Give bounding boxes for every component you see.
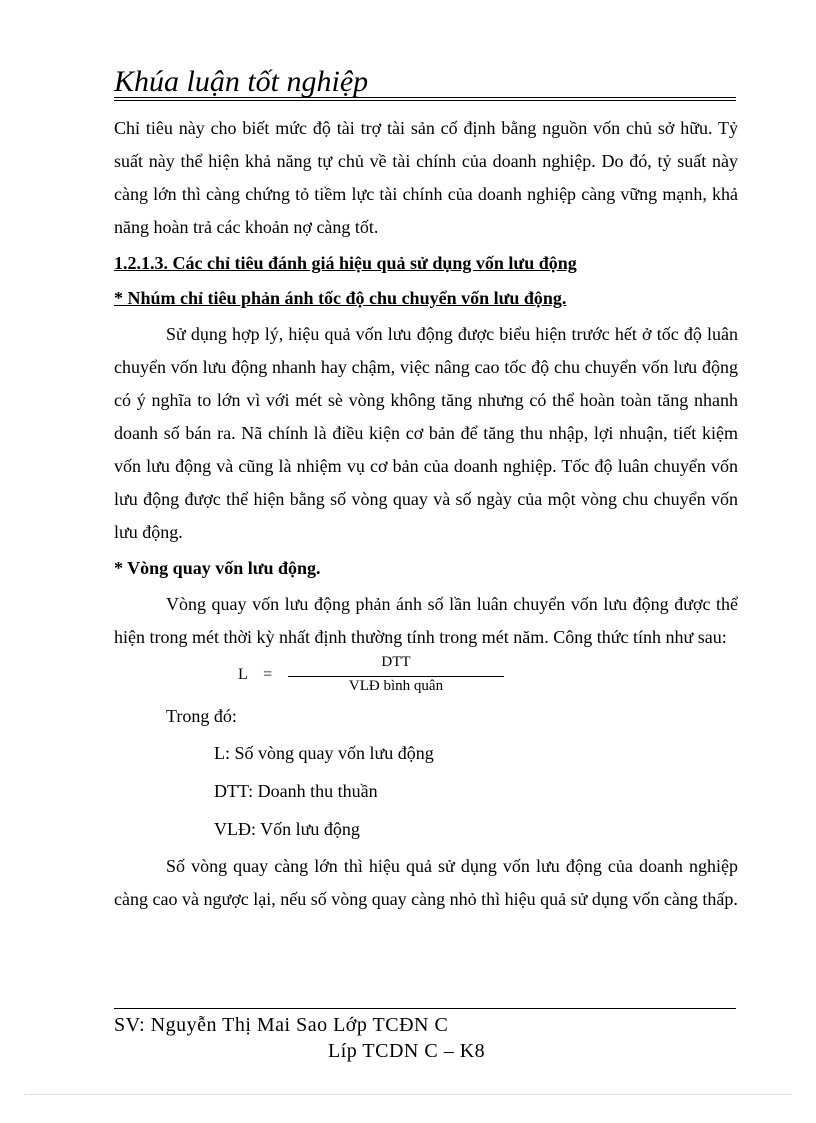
page-header-title: Khúa luận tốt nghiệp — [114, 65, 369, 98]
page-bottom-divider — [24, 1094, 792, 1095]
definition-item: VLĐ: Vốn lưu động — [214, 819, 360, 839]
intro-paragraph: Chỉ tiêu này cho biết mức độ tài trợ tài sản cố định bằng nguồn vốn chủ sở hữu. Tỷ suất này thể hiện khả năng tự chủ về tài chính của doanh nghiệp. Do đó, tỷ suất này càng lớn thì càng chứng tỏ tiềm lực tài chính của doanh nghiệp càng vững mạnh, khả năng hoàn trả các khoản nợ càng tốt. — [114, 118, 738, 237]
formula-denominator: VLĐ bình quân — [348, 678, 444, 694]
formula-fraction — [288, 654, 504, 695]
definition-item: DTT: Doanh thu thuần — [214, 781, 378, 801]
definition-item: L: Số vòng quay vốn lưu động — [214, 743, 434, 763]
formula-numerator: DTT — [288, 654, 504, 677]
header-double-rule — [114, 97, 736, 101]
formula-lhs: L = — [238, 666, 273, 683]
paragraph-conclusion: Số vòng quay càng lớn thì hiệu quả sử dụng vốn lưu động của doanh nghiệp càng cao và ngược lại, nếu số vòng quay càng nhỏ thì hiệu quả sử dụng vốn càng thấp. — [114, 856, 738, 909]
subsection-heading: * Nhúm chỉ tiêu phản ánh tốc độ chu chuyển vốn lưu động. — [114, 288, 567, 308]
footer-student-line: SV: Nguyễn Thị Mai Sao Lớp TCĐN C — [114, 1014, 449, 1036]
where-label: Trong đó: — [166, 706, 237, 726]
bold-heading-turnover: * Vòng quay vốn lưu động. — [114, 558, 321, 578]
document-body — [114, 112, 738, 916]
paragraph-turnover-definition: Vòng quay vốn lưu động phản ánh số lần luân chuyển vốn lưu động được thể hiện trong mét thời kỳ nhất định thường tính trong mét năm. Công thức tính như sau: — [114, 594, 738, 647]
paragraph-turnover-speed: Sử dụng hợp lý, hiệu quả vốn lưu động được biểu hiện trước hết ở tốc độ luân chuyển vốn lưu động nhanh hay chậm, việc nâng cao tốc độ chu chuyển vốn lưu động có ý nghĩa to lớn vì với mét sè vòng không tăng nhưng có thể hoàn toàn tăng nhanh doanh số bán ra. Nã chính là điều kiện cơ bản để tăng thu nhập, lợi nhuận, tiết kiệm vốn lưu động và cũng là nhiệm vụ cơ bản của doanh nghiệp. Tốc độ luân chuyển vốn lưu động được thể hiện bằng số vòng quay và số ngày của một vòng chu chuyển vốn lưu động. — [114, 324, 738, 542]
footer-rule — [114, 1008, 736, 1009]
formula — [114, 654, 738, 696]
footer-class-line: Líp TCDN C – K8 — [328, 1040, 486, 1062]
section-heading: 1.2.1.3. Các chỉ tiêu đánh giá hiệu quả sử dụng vốn lưu động — [114, 253, 577, 273]
